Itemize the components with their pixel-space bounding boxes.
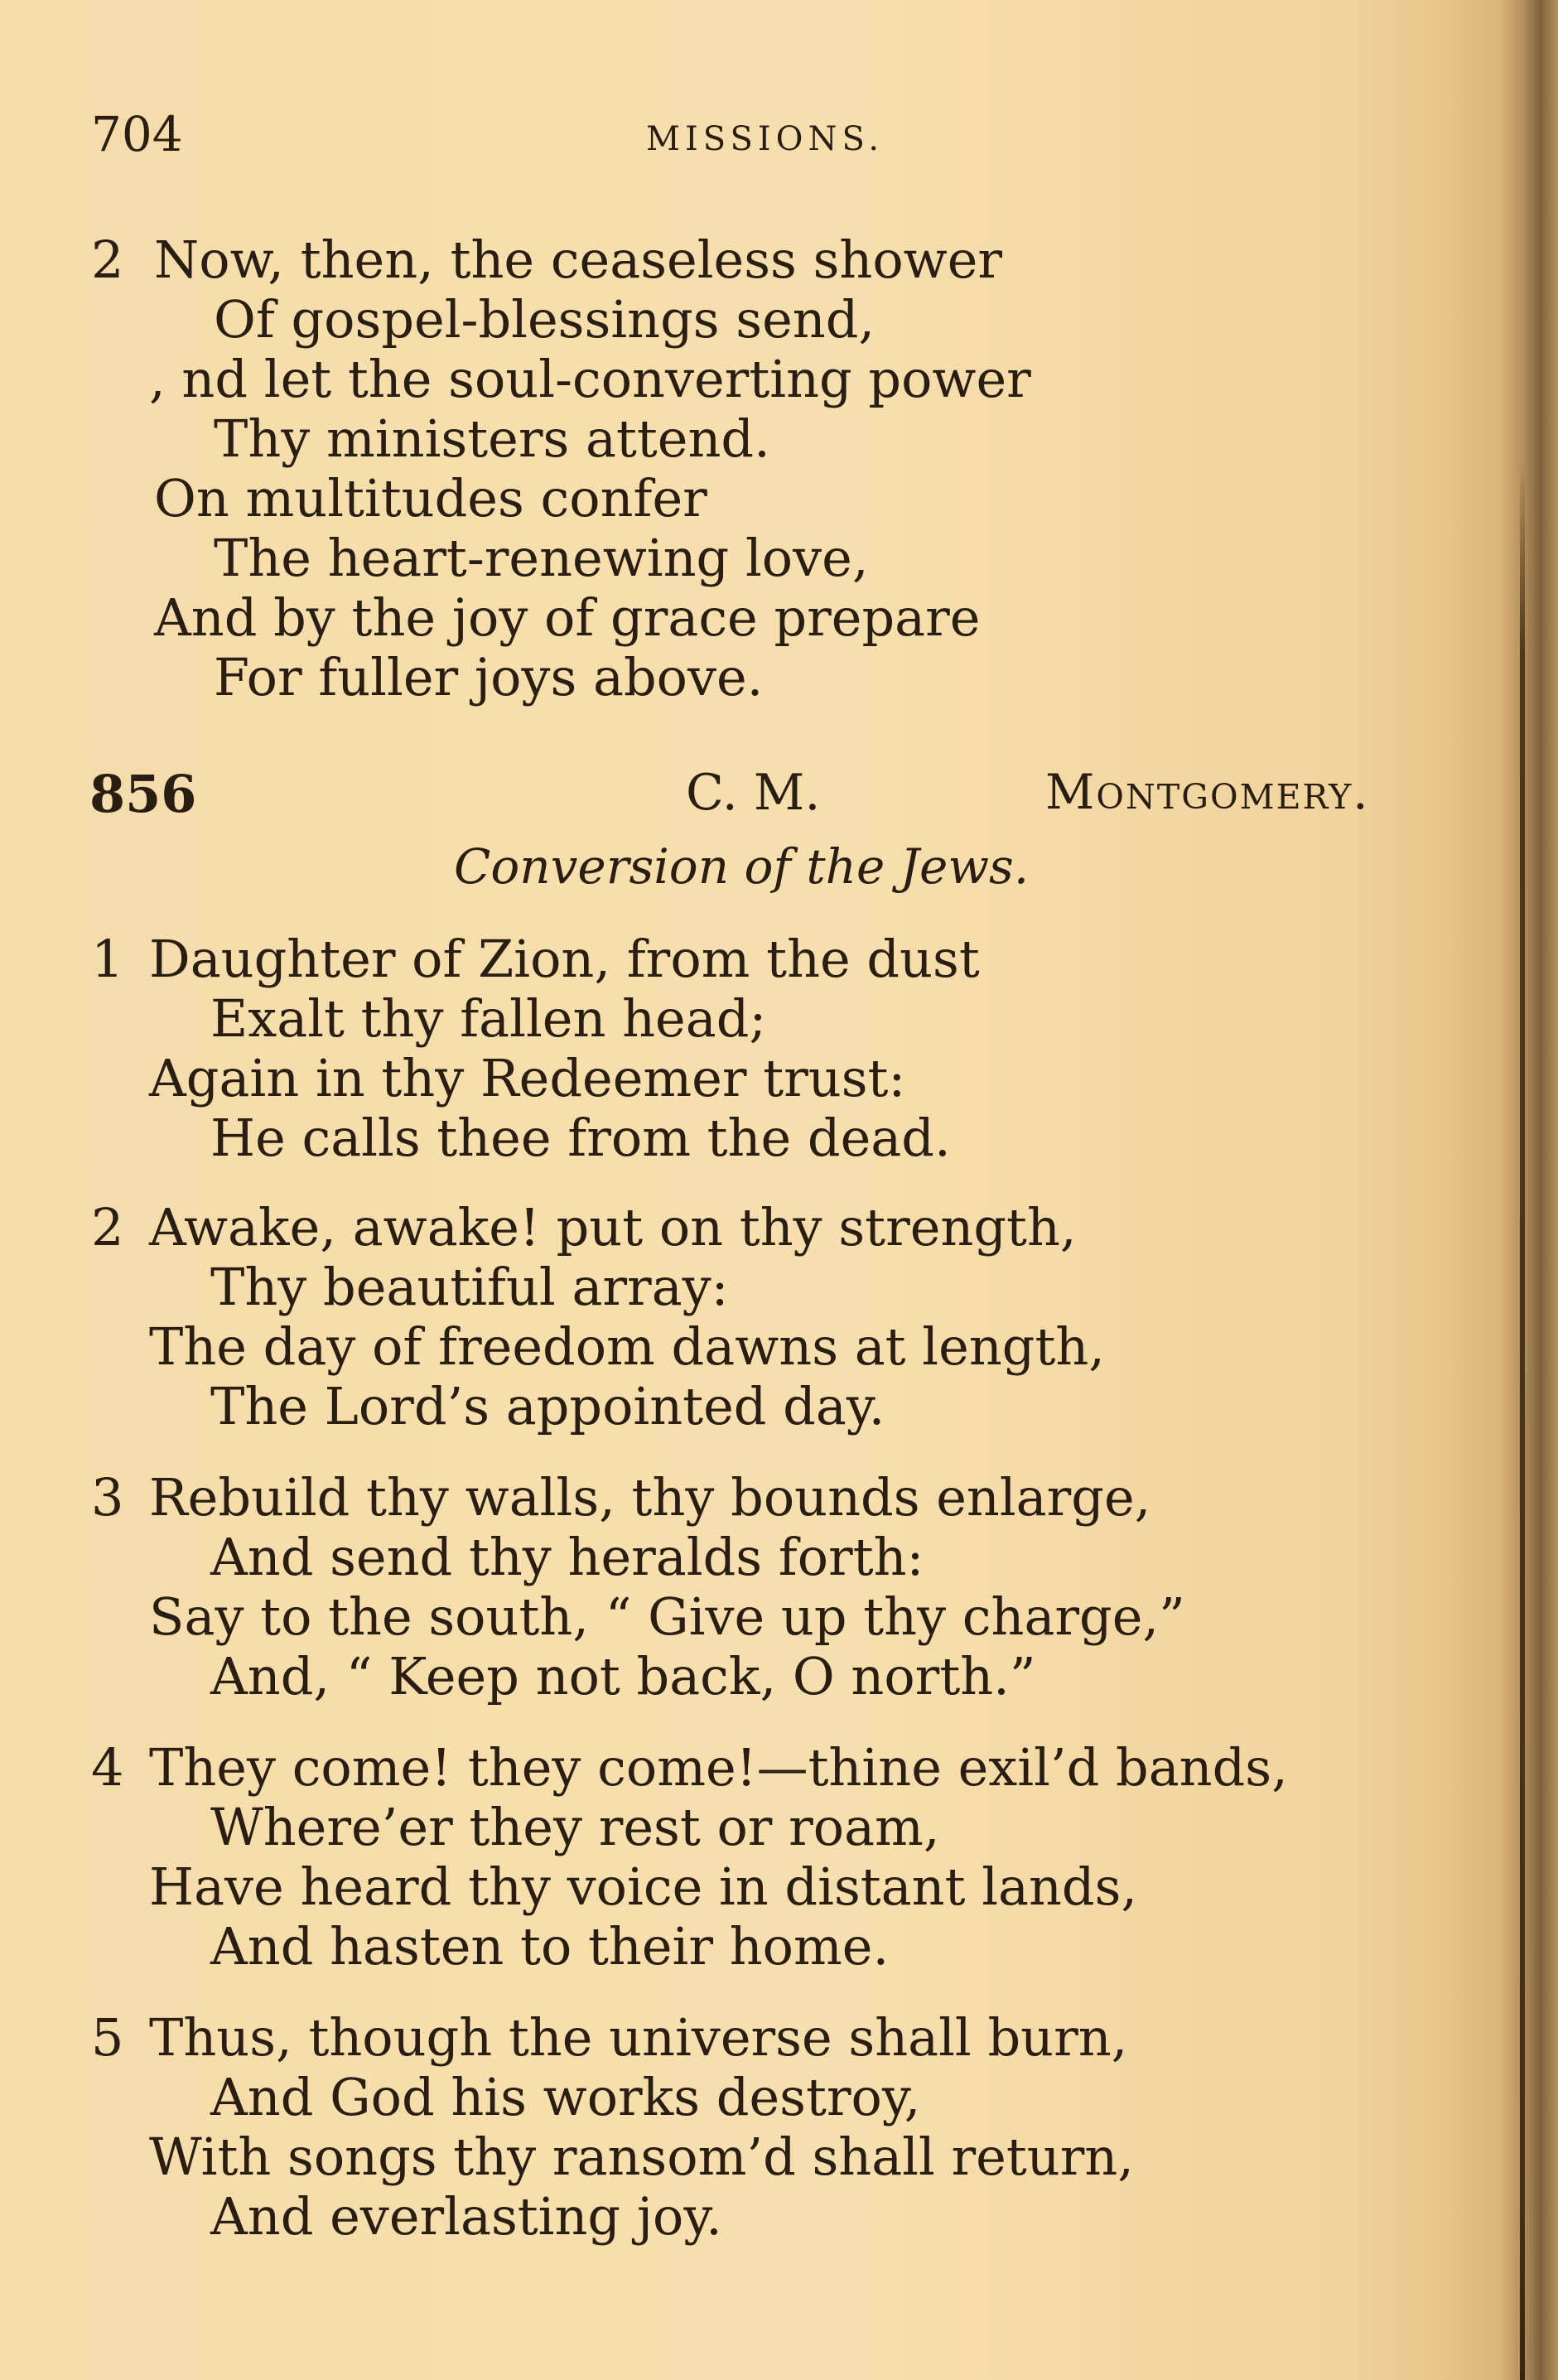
stanza-number: 2 <box>91 1197 124 1258</box>
hymn-meter: C. M. <box>686 764 821 822</box>
verse-line: Awake, awake! put on thy strength, <box>149 1197 1077 1258</box>
verse-line: Of gospel-blessings send, <box>214 289 875 350</box>
stanza-number: 3 <box>91 1467 124 1528</box>
running-title: MISSIONS. <box>646 120 885 158</box>
binding-shadow <box>1520 464 1525 2380</box>
verse-line: Rebuild thy walls, thy bounds enlarge, <box>149 1467 1151 1528</box>
hymn-number: 856 <box>89 764 197 824</box>
verse-line: The day of freedom dawns at length, <box>149 1316 1105 1377</box>
verse-line: , nd let the soul-converting power <box>149 349 1031 409</box>
stanza-number: 2 <box>91 229 124 290</box>
verse-line: Again in thy Redeemer trust: <box>149 1048 906 1108</box>
verse-line: The heart-renewing love, <box>214 528 869 588</box>
verse-line: And everlasting joy. <box>210 2186 722 2247</box>
verse-line: Say to the south, “ Give up thy charge,” <box>149 1586 1185 1647</box>
page-number: 704 <box>91 106 183 162</box>
verse-line: Thy beautiful array: <box>210 1257 729 1317</box>
verse-line: He calls thee from the dead. <box>210 1108 951 1168</box>
verse-line: And by the joy of grace prepare <box>154 587 981 648</box>
stanza-number: 5 <box>91 2007 124 2068</box>
verse-line: And, “ Keep not back, O north.” <box>210 1646 1036 1707</box>
verse-line: Now, then, the ceaseless shower <box>154 229 1003 290</box>
verse-line: Daughter of Zion, from the dust <box>149 929 980 989</box>
verse-line: Where’er they rest or roam, <box>210 1797 940 1857</box>
verse-line: The Lord’s appointed day. <box>210 1376 885 1436</box>
verse-line: And God his works destroy, <box>210 2067 921 2127</box>
stanza-number: 4 <box>91 1737 124 1798</box>
verse-line: With songs thy ransom’d shall return, <box>149 2127 1134 2187</box>
verse-line: Have heard thy voice in distant lands, <box>149 1856 1138 1917</box>
book-gutter <box>1500 0 1558 2380</box>
hymn-subtitle: Conversion of the Jews. <box>454 838 1030 895</box>
verse-line: And hasten to their home. <box>210 1916 890 1977</box>
verse-line: Thus, though the universe shall burn, <box>149 2007 1128 2068</box>
verse-line: Exalt thy fallen head; <box>210 988 767 1049</box>
verse-line: For fuller joys above. <box>214 647 764 707</box>
verse-line: They come! they come!—thine exil’d bands, <box>149 1737 1288 1798</box>
verse-line: And send thy heralds forth: <box>210 1527 924 1587</box>
verse-line: Thy ministers attend. <box>214 408 770 469</box>
hymn-author: Montgomery. <box>1045 764 1370 820</box>
stanza-number: 1 <box>91 929 124 989</box>
verse-line: On multitudes confer <box>154 468 707 529</box>
